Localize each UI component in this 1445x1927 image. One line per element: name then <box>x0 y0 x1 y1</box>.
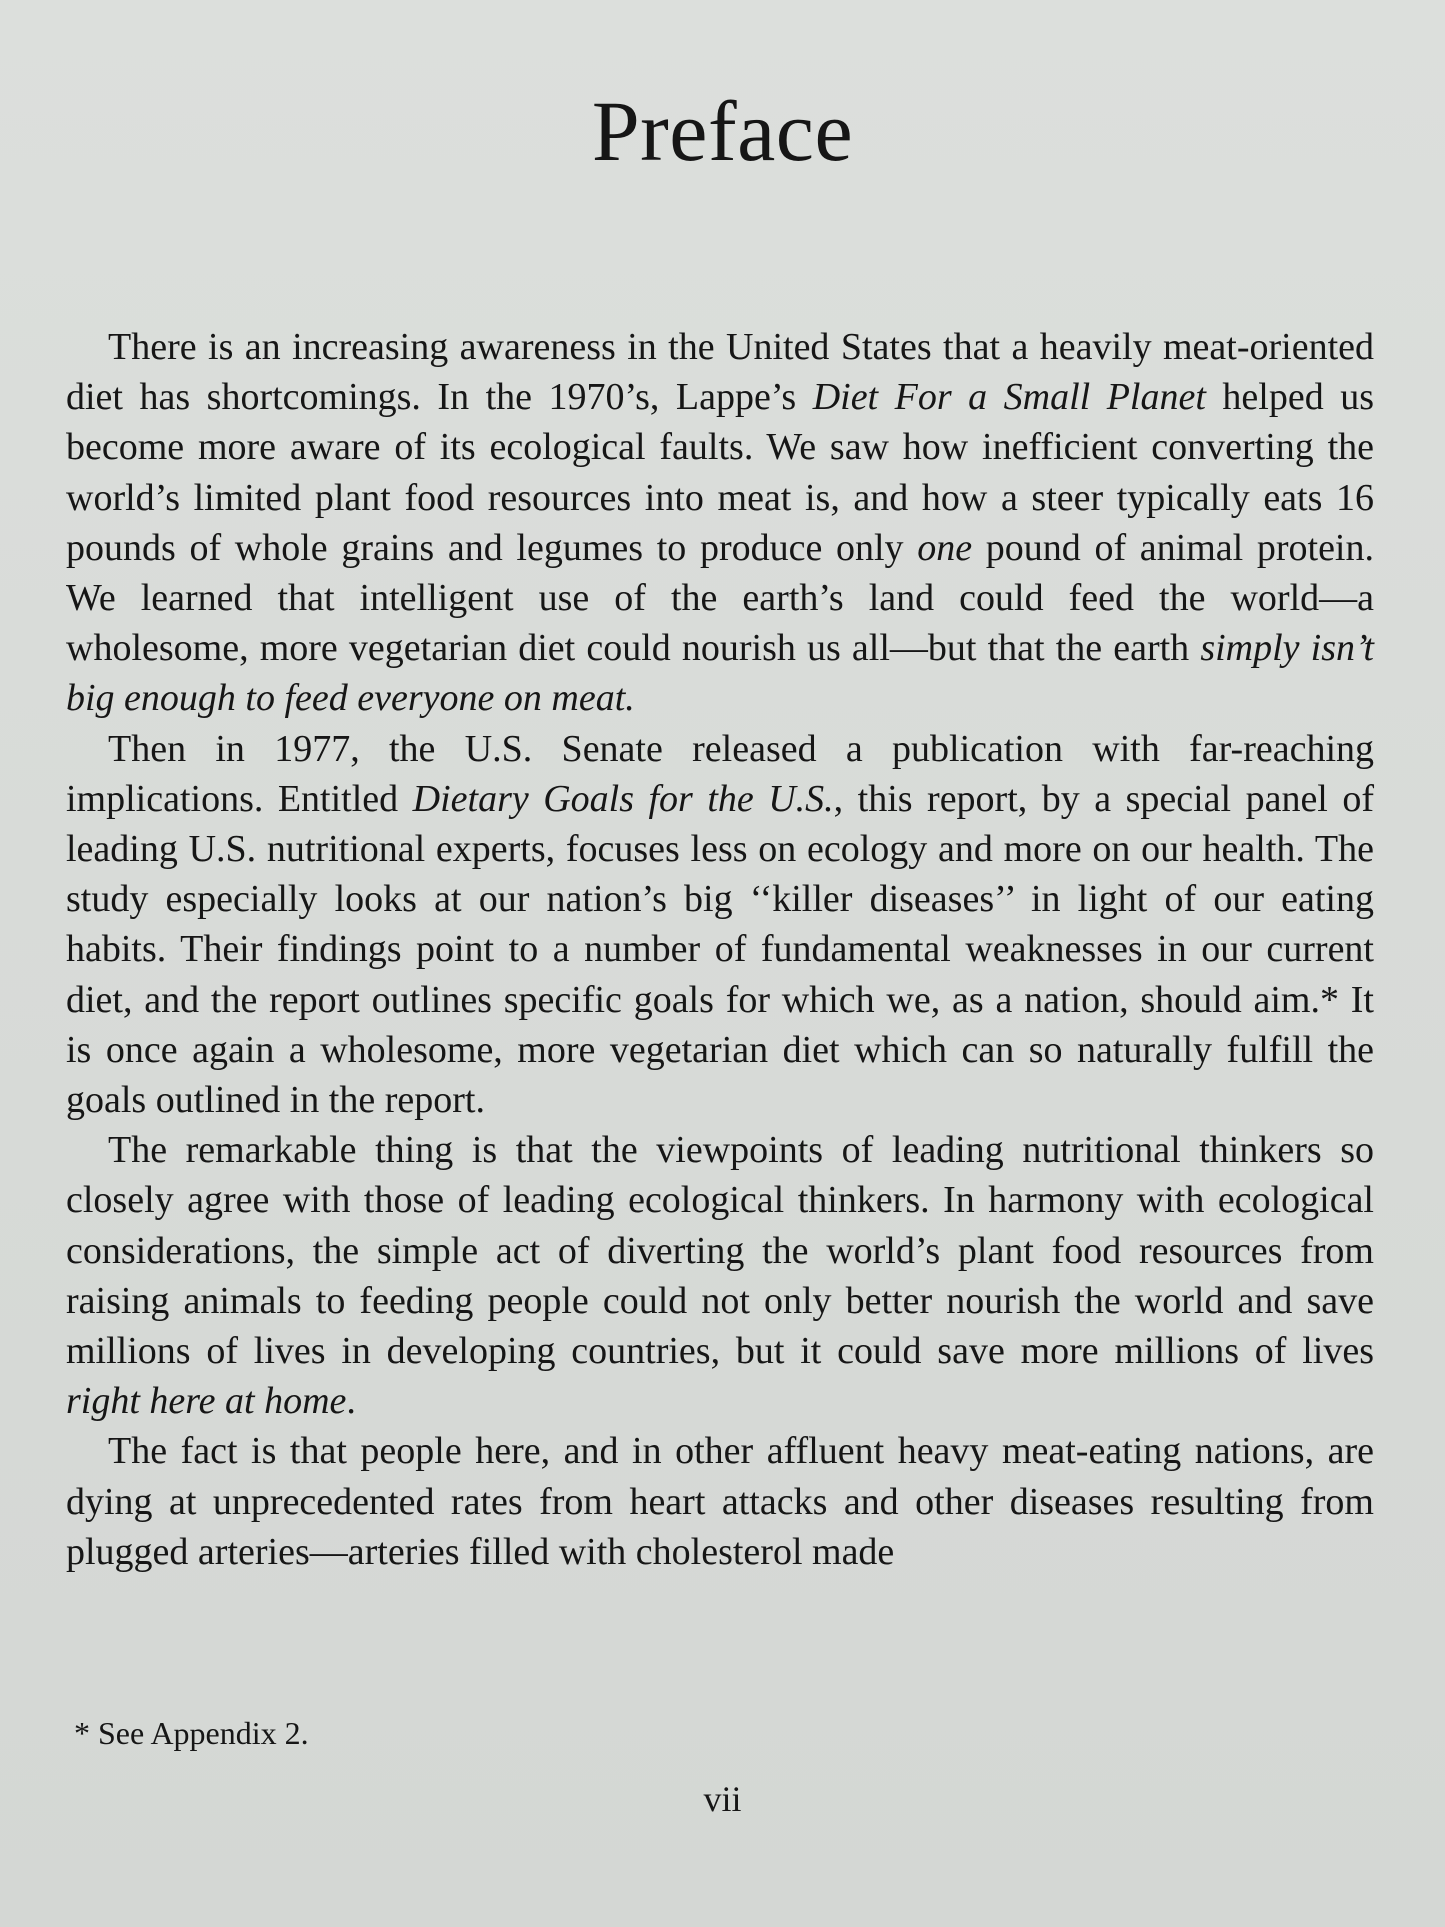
paragraph-3 <box>66 1125 1374 1426</box>
italic-text: one <box>917 526 973 569</box>
footnote: * See Appendix 2. <box>74 1715 309 1751</box>
page-title: Preface <box>591 83 854 179</box>
text-segment: helped us become more aware of its ecological faults. We saw how inefficient converting the world’s limited plant food resources into meat is, and how a steer typically eats 16 pounds of whole grains and legumes to produce only <box>66 376 1375 569</box>
text-segment: pound of animal protein. We learned that intelligent use of the earth’s land could feed the world—a wholesome, more vegetarian diet could nourish us all—but that the earth <box>66 526 1374 670</box>
italic-text: simply isn’t big enough to feed everyone on meat. <box>66 627 1374 720</box>
text-segment: The remarkable thing is that the viewpoints of leading nutritional thinkers so closely agree with those of leading ecological thinkers. In harmony with ecological considerations, the simple act of diverting the world’s plant food resources from raising animals to feeding people could not only better nourish the world and save millions of lives in developing countries, but it could save more millions of lives <box>66 1129 1374 1373</box>
italic-text: Dietary Goals for the U.S. <box>412 777 834 820</box>
page-number: vii <box>703 1779 742 1819</box>
paragraph-4 <box>66 1426 1374 1577</box>
text-segment: , this report, by a special panel of leading U.S. nutritional experts, focuses less on ecology and more on our health. The study especially looks at our nation’s big ‘‘killer diseases’’ in light of our eating habits. Their findings point to a number of fundamental weaknesses in our current diet, and the report outlines specific goals for which we, as a nation, should aim.* It is once again a wholesome, more vegetarian diet which can so naturally fulfill the goals outlined in the report. <box>66 777 1375 1122</box>
preface-body <box>66 322 1374 1577</box>
text-segment: Then in 1977, the U.S. Senate released a publication with far-reaching implications. Entitled <box>66 727 1374 820</box>
paragraph-1 <box>66 322 1374 724</box>
italic-text: Diet For a Small Planet <box>812 376 1206 419</box>
text-segment: The fact is that people here, and in other affluent heavy meat-eating nations, are dying at unprecedented rates from heart attacks and other diseases resulting from plugged arteries—arteries filled with cholesterol made <box>66 1430 1374 1573</box>
paragraph-2 <box>66 724 1374 1126</box>
italic-text: right here at home <box>66 1380 347 1423</box>
text-segment: . <box>346 1380 356 1423</box>
text-segment: There is an increasing awareness in the United States that a heavily meat-oriented diet has shortcomings. In the 1970’s, Lappe’s <box>66 326 1374 419</box>
